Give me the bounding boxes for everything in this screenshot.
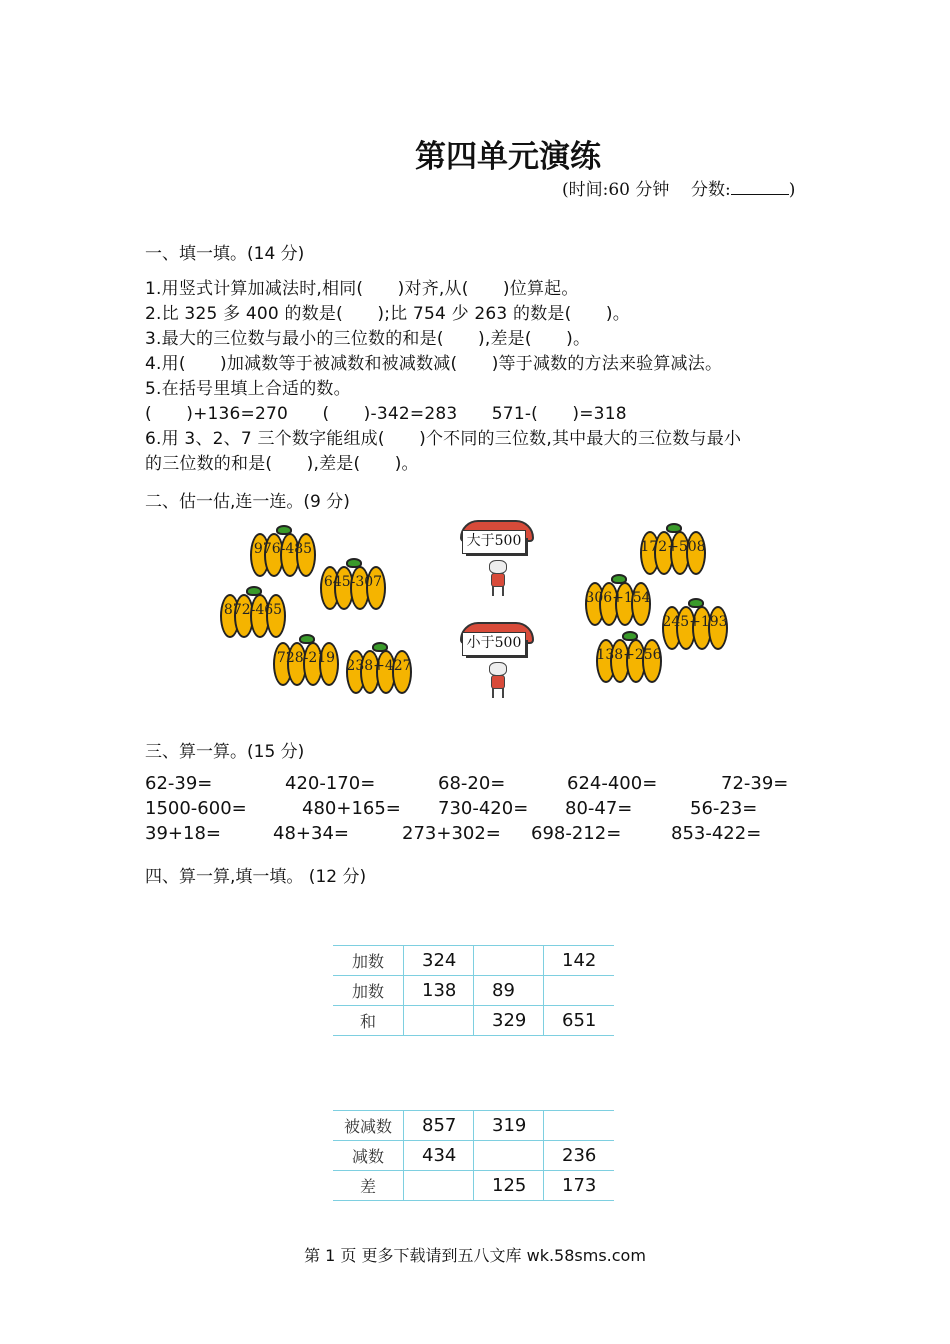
cat-icon: [486, 662, 510, 698]
pumpkin-label: 872-465: [223, 602, 283, 618]
table-cell[interactable]: 138: [404, 976, 474, 1006]
pumpkin-card[interactable]: [250, 527, 316, 577]
question-line: 1.用竖式计算加减法时,相同( )对齐,从( )位算起。: [145, 279, 579, 299]
table-cell[interactable]: [404, 1006, 474, 1036]
table-cell[interactable]: 329: [474, 1006, 544, 1036]
table-cell[interactable]: 142: [544, 946, 614, 976]
question-line: 4.用( )加减数等于被减数和被减数减( )等于减数的方法来验算减法。: [145, 354, 723, 374]
pumpkin-label: 728-219: [276, 650, 336, 666]
table-cell[interactable]: 236: [544, 1141, 614, 1171]
section-4-heading: 四、算一算,填一填。 (12 分): [145, 867, 367, 887]
row-header: 和: [333, 1006, 404, 1036]
calc-item: 853-422=: [671, 823, 762, 844]
table-cell[interactable]: [404, 1171, 474, 1201]
house-sign: 小于500: [462, 632, 526, 656]
table-cell[interactable]: 324: [404, 946, 474, 976]
pumpkin-card[interactable]: [346, 644, 412, 694]
time-score-line: [562, 175, 795, 200]
pumpkin-label: 172+508: [640, 539, 706, 555]
table-row: [333, 976, 614, 1006]
calc-item: 62-39=: [145, 773, 213, 794]
pumpkin-label: 238+427: [346, 658, 412, 674]
pumpkin-card[interactable]: [220, 588, 286, 638]
table-cell[interactable]: [544, 976, 614, 1006]
table-row: [333, 1006, 614, 1036]
question-line: 3.最大的三位数与最小的三位数的和是( ),差是( )。: [145, 329, 591, 349]
row-header: 差: [333, 1171, 404, 1201]
calc-item: 698-212=: [531, 823, 622, 844]
calc-item: 48+34=: [273, 823, 349, 844]
calc-item: 624-400=: [567, 773, 658, 794]
score-label: 分数:: [691, 180, 731, 200]
cat-icon: [486, 560, 510, 596]
house-sign: 大于500: [462, 530, 526, 554]
table-cell[interactable]: 434: [404, 1141, 474, 1171]
page-title: 第四单元演练: [415, 139, 601, 175]
table-row: [333, 946, 614, 976]
table-cell[interactable]: 89: [474, 976, 544, 1006]
section-2-heading: 二、估一估,连一连。(9 分): [145, 492, 350, 512]
table-cell[interactable]: [544, 1111, 614, 1141]
table-row: [333, 1141, 614, 1171]
page-footer: 第 1 页 更多下载请到五八文库 wk.58sms.com: [304, 1246, 646, 1265]
pumpkin-card[interactable]: [273, 636, 339, 686]
calc-item: 1500-600=: [145, 798, 247, 819]
house-less-than-500[interactable]: [456, 622, 540, 704]
table-cell[interactable]: 857: [404, 1111, 474, 1141]
question-line: 5.在括号里填上合适的数。: [145, 379, 351, 399]
table-cell[interactable]: 651: [544, 1006, 614, 1036]
table-row: [333, 1111, 614, 1141]
calc-item: 273+302=: [402, 823, 501, 844]
row-header: 加数: [333, 976, 404, 1006]
calc-item: 56-23=: [690, 798, 758, 819]
row-header: 加数: [333, 946, 404, 976]
calc-item: 72-39=: [721, 773, 789, 794]
pumpkin-card[interactable]: [320, 560, 386, 610]
score-blank: [731, 180, 789, 195]
row-header: 减数: [333, 1141, 404, 1171]
pumpkin-label: 306+154: [585, 590, 651, 606]
question-line: 2.比 325 多 400 的数是( );比 754 少 263 的数是( )。: [145, 304, 630, 324]
pumpkin-card[interactable]: [585, 576, 651, 626]
close-paren: ): [788, 180, 796, 200]
pumpkin-label: 976-485: [253, 541, 313, 557]
question-line: 的三位数的和是( ),差是( )。: [145, 454, 419, 474]
table-cell[interactable]: [474, 946, 544, 976]
calc-item: 420-170=: [285, 773, 376, 794]
addition-table: [333, 945, 614, 1036]
calc-item: 480+165=: [302, 798, 401, 819]
calc-item: 68-20=: [438, 773, 506, 794]
subtraction-table: [333, 1110, 614, 1201]
question-line: ( )+136=270 ( )-342=283 571-( )=318: [145, 404, 627, 424]
section-3-heading: 三、算一算。(15 分): [145, 742, 305, 762]
calc-item: 80-47=: [565, 798, 633, 819]
calc-item: 730-420=: [438, 798, 529, 819]
pumpkin-label: 245+193: [662, 614, 728, 630]
calc-item: 39+18=: [145, 823, 221, 844]
pumpkin-label: 645-307: [323, 574, 383, 590]
pumpkin-card[interactable]: [640, 525, 706, 575]
pumpkin-card[interactable]: [662, 600, 728, 650]
table-cell[interactable]: [474, 1141, 544, 1171]
time-label: (时间:60 分钟: [562, 180, 670, 200]
section-1-heading: 一、填一填。(14 分): [145, 244, 305, 264]
table-cell[interactable]: 173: [544, 1171, 614, 1201]
pumpkin-card[interactable]: [596, 633, 662, 683]
row-header: 被减数: [333, 1111, 404, 1141]
question-line: 6.用 3、2、7 三个数字能组成( )个不同的三位数,其中最大的三位数与最小: [145, 429, 742, 449]
house-greater-than-500[interactable]: [456, 520, 540, 602]
pumpkin-label: 138+256: [596, 647, 662, 663]
table-cell[interactable]: 125: [474, 1171, 544, 1201]
table-cell[interactable]: 319: [474, 1111, 544, 1141]
table-row: [333, 1171, 614, 1201]
